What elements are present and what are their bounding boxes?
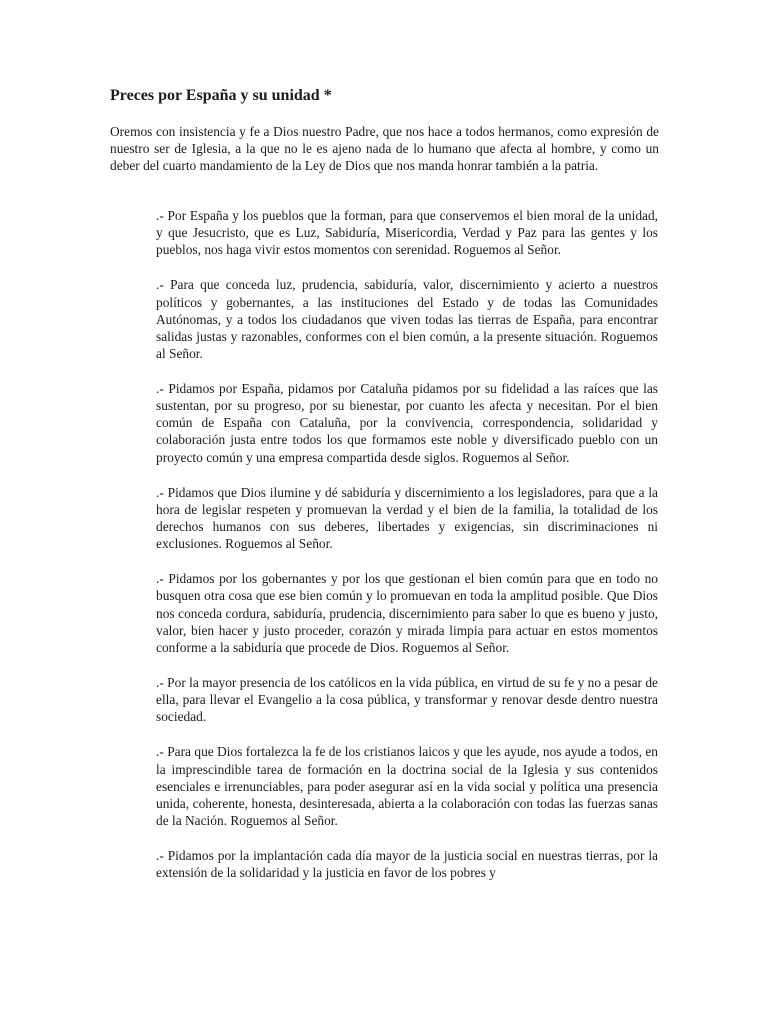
petition-item: .- Pidamos que Dios ilumine y dé sabiduría y discernimiento a los legisladores, para que a la hora de legislar respeten y promuevan la verdad y el bien de la familia, la totalidad de los derechos humanos con sus deberes, libertades y exigencias, sin discriminaciones ni exclusiones. Roguemos al Señor.: [156, 484, 658, 552]
petition-item: .- Por España y los pueblos que la forman, para que conservemos el bien moral de la unidad, y que Jesucristo, que es Luz, Sabiduría, Misericordia, Verdad y Paz para las gentes y los pueblos, nos haga vivir estos momentos con serenidad. Roguemos al Señor.: [156, 208, 658, 258]
intro-paragraph: Oremos con insistencia y fe a Dios nuestro Padre, que nos hace a todos hermanos, como expresión de nuestro ser de Iglesia, a la que no le es ajeno nada de lo humano que afecta al hombre, y como un deber del cuarto mandamiento de la Ley de Dios que nos manda honrar también a la patria.: [110, 124, 659, 174]
petition-item: .- Para que conceda luz, prudencia, sabiduría, valor, discernimiento y acierto a nuestros políticos y gobernantes, a las instituciones del Estado y de todas las Comunidades Autónomas, y a todos los ciudadanos que viven todas las tierras de España, para encontrar salidas justas y razonables, conformes con el bien común, a la presente situación. Roguemos al Señor.: [156, 277, 658, 361]
petition-item: .- Por la mayor presencia de los católicos en la vida pública, en virtud de su fe y no a pesar de ella, para llevar el Evangelio a la cosa pública, y transformar y renovar desde dentro nuestra sociedad.: [156, 675, 658, 725]
petition-item: .- Para que Dios fortalezca la fe de los cristianos laicos y que les ayude, nos ayude a todos, en la imprescindible tarea de formación en la doctrina social de la Iglesia y sus contenidos esenciales e irrenunciables, para poder asegurar así en la vida social y política una presencia unida, coherente, honesta, desinteresada, abierta a la colaboración con todas las fuerzas sanas de la Nación. Roguemos al Señor.: [156, 744, 658, 828]
petition-item: .- Pidamos por los gobernantes y por los que gestionan el bien común para que en todo no busquen otra cosa que ese bien común y lo promuevan en toda la amplitud posible. Que Dios nos conceda cordura, sabiduría, prudencia, discernimiento para saber lo que es bueno y justo, valor, bien hacer y justo proceder, corazón y mirada limpia para actuar en estos momentos conforme a la sabiduría que procede de Dios. Roguemos al Señor.: [156, 571, 658, 655]
petitions-list: [156, 207, 658, 900]
petition-item: .- Pidamos por la implantación cada día mayor de la justicia social en nuestras tierras, por la extensión de la solidaridad y la justicia en favor de los pobres y: [156, 848, 658, 881]
petition-item: .- Pidamos por España, pidamos por Cataluña pidamos por su fidelidad a las raíces que las sustentan, por su progreso, por su bienestar, por cuanto les afecta y necesitan. Por el bien común de España con Cataluña, por la convivencia, correspondencia, solidaridad y colaboración justa entre todos los que formamos este noble y diversificado pueblo con un proyecto común y una empresa compartida desde siglos. Roguemos al Señor.: [156, 381, 658, 465]
document-title: Preces por España y su unidad *: [110, 87, 332, 104]
